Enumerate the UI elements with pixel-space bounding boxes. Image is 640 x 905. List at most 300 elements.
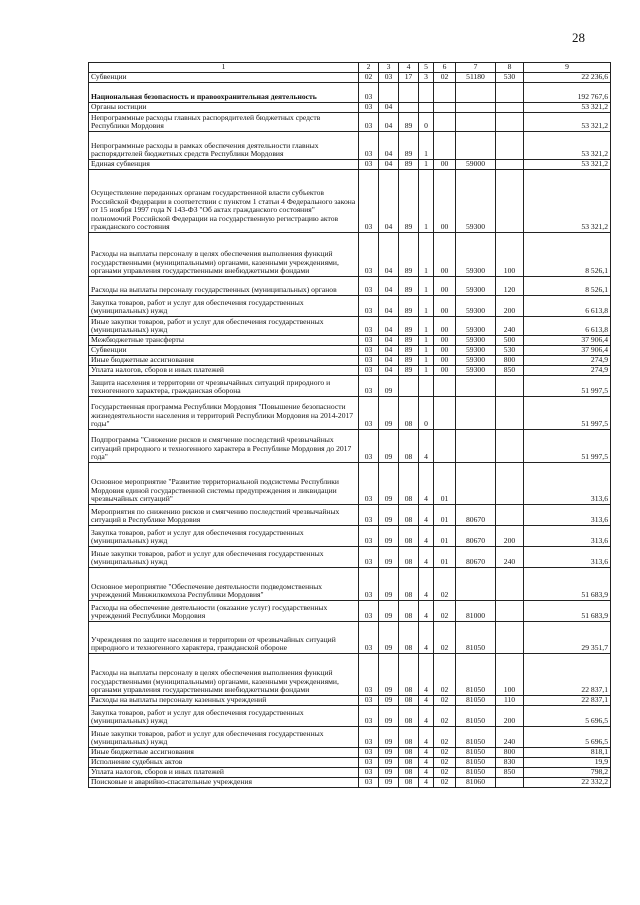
cell-program: 08	[399, 601, 419, 622]
cell-expense-type: 240	[496, 317, 524, 336]
cell-section: 03	[359, 366, 379, 376]
header-cell-subsection: 3	[379, 63, 399, 73]
table-row	[89, 568, 611, 601]
cell-expense-type	[496, 463, 524, 505]
cell-section: 03	[359, 317, 379, 336]
cell-subprogram: 4	[419, 758, 434, 768]
cell-name: Расходы на обеспечение деятельности (оказание услуг) государственных учреждений Республики Мордовия	[89, 601, 359, 622]
cell-section: 03	[359, 336, 379, 346]
cell-section: 03	[359, 160, 379, 170]
cell-subprogram: 4	[419, 601, 434, 622]
cell-name: Единая субвенция	[89, 160, 359, 170]
cell-expense-type	[496, 778, 524, 788]
cell-subsection: 04	[379, 366, 399, 376]
cell-section: 03	[359, 346, 379, 356]
table-row	[89, 622, 611, 654]
cell-amount: 22 837,1	[524, 696, 611, 706]
cell-program: 08	[399, 430, 419, 463]
cell-amount: 313,6	[524, 547, 611, 568]
cell-program: 89	[399, 113, 419, 132]
cell-direction: 80670	[456, 547, 496, 568]
cell-subprogram	[419, 376, 434, 397]
cell-name: Национальная безопасность и правоохранительная деятельность	[89, 83, 359, 103]
cell-event: 02	[434, 654, 456, 696]
cell-section: 03	[359, 103, 379, 113]
cell-expense-type: 100	[496, 233, 524, 277]
cell-amount: 53 321,2	[524, 160, 611, 170]
header-row	[89, 63, 611, 73]
cell-expense-type: 530	[496, 346, 524, 356]
cell-event: 01	[434, 526, 456, 547]
cell-expense-type: 850	[496, 366, 524, 376]
cell-program: 89	[399, 317, 419, 336]
cell-section: 03	[359, 170, 379, 233]
cell-subprogram: 4	[419, 696, 434, 706]
table-row	[89, 547, 611, 568]
cell-program: 08	[399, 696, 419, 706]
table-row	[89, 336, 611, 346]
cell-program: 08	[399, 547, 419, 568]
cell-expense-type	[496, 113, 524, 132]
cell-direction	[456, 376, 496, 397]
cell-direction: 59300	[456, 233, 496, 277]
cell-subsection: 04	[379, 277, 399, 296]
cell-event: 02	[434, 601, 456, 622]
cell-subprogram: 4	[419, 547, 434, 568]
cell-subsection	[379, 83, 399, 103]
table-row	[89, 296, 611, 317]
cell-name: Подпрограмма "Снижение рисков и смягчение последствий чрезвычайных ситуаций природного и техногенного характера в Республике Мордовия до 2017 года"	[89, 430, 359, 463]
table-row	[89, 132, 611, 160]
table-row	[89, 277, 611, 296]
cell-direction: 59300	[456, 296, 496, 317]
cell-subprogram: 1	[419, 233, 434, 277]
cell-amount: 798,2	[524, 768, 611, 778]
cell-subsection: 09	[379, 526, 399, 547]
cell-name: Субвенции	[89, 346, 359, 356]
table-row	[89, 366, 611, 376]
table-row	[89, 170, 611, 233]
cell-event	[434, 397, 456, 430]
cell-name: Закупка товаров, работ и услуг для обеспечения государственных (муниципальных) нужд	[89, 296, 359, 317]
cell-section: 03	[359, 768, 379, 778]
cell-amount: 53 321,2	[524, 113, 611, 132]
cell-program: 08	[399, 568, 419, 601]
table-row	[89, 758, 611, 768]
cell-subsection: 04	[379, 170, 399, 233]
cell-direction: 81050	[456, 727, 496, 748]
cell-subsection: 04	[379, 346, 399, 356]
table-row	[89, 346, 611, 356]
cell-event: 01	[434, 547, 456, 568]
cell-subsection: 09	[379, 568, 399, 601]
cell-event: 02	[434, 778, 456, 788]
cell-subprogram: 0	[419, 113, 434, 132]
cell-event	[434, 103, 456, 113]
cell-program: 89	[399, 366, 419, 376]
cell-direction: 81050	[456, 758, 496, 768]
cell-section: 03	[359, 758, 379, 768]
header-cell-event: 6	[434, 63, 456, 73]
cell-section: 03	[359, 132, 379, 160]
cell-section: 03	[359, 397, 379, 430]
cell-subsection: 04	[379, 296, 399, 317]
cell-direction: 59300	[456, 346, 496, 356]
table-row	[89, 654, 611, 696]
table-row	[89, 233, 611, 277]
cell-section: 03	[359, 778, 379, 788]
cell-subprogram: 4	[419, 727, 434, 748]
cell-direction: 81060	[456, 778, 496, 788]
cell-event: 02	[434, 73, 456, 83]
cell-subprogram	[419, 103, 434, 113]
cell-event	[434, 376, 456, 397]
cell-direction: 81050	[456, 654, 496, 696]
cell-name: Иные закупки товаров, работ и услуг для обеспечения государственных (муниципальных) нужд	[89, 547, 359, 568]
cell-name: Закупка товаров, работ и услуг для обеспечения государственных (муниципальных) нужд	[89, 706, 359, 727]
cell-amount: 192 767,6	[524, 83, 611, 103]
cell-program	[399, 83, 419, 103]
cell-event: 02	[434, 727, 456, 748]
cell-subprogram: 4	[419, 768, 434, 778]
table-row	[89, 526, 611, 547]
header-cell-program: 4	[399, 63, 419, 73]
cell-amount: 51 997,5	[524, 397, 611, 430]
cell-subsection: 04	[379, 356, 399, 366]
cell-subprogram: 3	[419, 73, 434, 83]
cell-subsection: 09	[379, 397, 399, 430]
cell-name: Исполнение судебных актов	[89, 758, 359, 768]
cell-event: 00	[434, 346, 456, 356]
cell-name: Основное мероприятие "Обеспечение деятельности подведомственных учреждений Минжилкомхоза Республики Мордовия"	[89, 568, 359, 601]
cell-expense-type	[496, 83, 524, 103]
cell-event: 00	[434, 160, 456, 170]
header-cell-section: 2	[359, 63, 379, 73]
cell-expense-type: 240	[496, 547, 524, 568]
cell-program: 89	[399, 170, 419, 233]
cell-event: 00	[434, 277, 456, 296]
table-row	[89, 113, 611, 132]
table-row	[89, 727, 611, 748]
cell-subprogram: 1	[419, 277, 434, 296]
cell-section: 03	[359, 547, 379, 568]
header-cell-subprogram: 5	[419, 63, 434, 73]
cell-direction: 59300	[456, 366, 496, 376]
cell-amount: 37 906,4	[524, 336, 611, 346]
table-row	[89, 706, 611, 727]
cell-subsection: 04	[379, 160, 399, 170]
cell-program: 89	[399, 233, 419, 277]
cell-direction: 59300	[456, 336, 496, 346]
cell-direction	[456, 103, 496, 113]
cell-event	[434, 113, 456, 132]
cell-name: Субвенции	[89, 73, 359, 83]
budget-table	[88, 62, 611, 788]
cell-name: Расходы на выплаты персоналу в целях обеспечения выполнения функций государственными (муниципальными) органами, казенными учреждениями, органами управления государственными внебюджетными фондами	[89, 233, 359, 277]
cell-event	[434, 132, 456, 160]
cell-section: 03	[359, 376, 379, 397]
cell-amount: 53 321,2	[524, 170, 611, 233]
cell-program: 89	[399, 277, 419, 296]
table-row	[89, 160, 611, 170]
cell-expense-type	[496, 430, 524, 463]
cell-amount: 29 351,7	[524, 622, 611, 654]
cell-expense-type	[496, 103, 524, 113]
cell-expense-type: 800	[496, 748, 524, 758]
cell-expense-type	[496, 601, 524, 622]
cell-amount: 53 321,2	[524, 103, 611, 113]
cell-event: 00	[434, 356, 456, 366]
cell-subsection: 04	[379, 132, 399, 160]
cell-direction	[456, 83, 496, 103]
cell-section: 03	[359, 296, 379, 317]
cell-amount: 8 526,1	[524, 233, 611, 277]
cell-subsection: 04	[379, 103, 399, 113]
cell-section: 03	[359, 356, 379, 366]
cell-section: 03	[359, 601, 379, 622]
cell-name: Учреждения по защите населения и территории от чрезвычайных ситуаций природного и техногенного характера, гражданской обороне	[89, 622, 359, 654]
cell-name: Уплата налогов, сборов и иных платежей	[89, 366, 359, 376]
cell-direction: 81050	[456, 768, 496, 778]
cell-expense-type: 800	[496, 356, 524, 366]
cell-subsection: 09	[379, 622, 399, 654]
cell-event: 02	[434, 758, 456, 768]
cell-event: 02	[434, 568, 456, 601]
cell-subsection: 09	[379, 758, 399, 768]
cell-program: 89	[399, 132, 419, 160]
table-row	[89, 463, 611, 505]
cell-subsection: 09	[379, 706, 399, 727]
cell-name: Расходы на выплаты персоналу государственных (муниципальных) органов	[89, 277, 359, 296]
cell-amount: 51 683,9	[524, 601, 611, 622]
cell-direction: 59300	[456, 277, 496, 296]
cell-amount: 313,6	[524, 526, 611, 547]
cell-section: 03	[359, 727, 379, 748]
cell-name: Расходы на выплаты персоналу казенных учреждений	[89, 696, 359, 706]
cell-amount: 53 321,2	[524, 132, 611, 160]
cell-program: 08	[399, 622, 419, 654]
cell-direction: 81050	[456, 748, 496, 758]
cell-name: Осуществление переданных органам государственной власти субъектов Российской Федерации в соответствии с пунктом 1 статьи 4 Федерального закона от 15 ноября 1997 года N 143-ФЗ "Об актах гражданского состояния" полномочий Российской Федерации на государственную регистрацию актов гражданского состояния	[89, 170, 359, 233]
cell-subprogram: 4	[419, 748, 434, 758]
cell-program: 08	[399, 727, 419, 748]
cell-subprogram: 1	[419, 356, 434, 366]
cell-event: 00	[434, 296, 456, 317]
cell-program: 89	[399, 356, 419, 366]
cell-amount: 22 236,6	[524, 73, 611, 83]
cell-program: 89	[399, 346, 419, 356]
cell-expense-type	[496, 622, 524, 654]
cell-event: 02	[434, 706, 456, 727]
cell-program: 08	[399, 706, 419, 727]
cell-direction: 59300	[456, 170, 496, 233]
cell-amount: 51 997,5	[524, 376, 611, 397]
cell-event: 00	[434, 336, 456, 346]
cell-subsection: 09	[379, 601, 399, 622]
cell-subprogram: 1	[419, 346, 434, 356]
cell-subsection: 04	[379, 113, 399, 132]
cell-expense-type: 850	[496, 768, 524, 778]
cell-event: 00	[434, 170, 456, 233]
cell-expense-type	[496, 170, 524, 233]
cell-subprogram: 4	[419, 430, 434, 463]
cell-subsection: 09	[379, 778, 399, 788]
cell-program: 89	[399, 296, 419, 317]
cell-subprogram: 1	[419, 170, 434, 233]
cell-amount: 313,6	[524, 505, 611, 526]
cell-subprogram: 4	[419, 778, 434, 788]
cell-direction	[456, 113, 496, 132]
cell-amount: 313,6	[524, 463, 611, 505]
cell-name: Поисковые и аварийно-спасательные учреждения	[89, 778, 359, 788]
cell-amount: 818,1	[524, 748, 611, 758]
cell-name: Государственная программа Республики Мордовия "Повышение безопасности жизнедеятельности населения и территорий Республики Мордовия на 2014-2017 годы"	[89, 397, 359, 430]
cell-direction: 81050	[456, 622, 496, 654]
header-cell-expense-type: 8	[496, 63, 524, 73]
cell-subprogram: 4	[419, 706, 434, 727]
table-row	[89, 397, 611, 430]
cell-event	[434, 83, 456, 103]
cell-section: 03	[359, 526, 379, 547]
cell-subprogram	[419, 83, 434, 103]
cell-direction	[456, 463, 496, 505]
table-row	[89, 601, 611, 622]
cell-subprogram: 4	[419, 526, 434, 547]
cell-direction	[456, 397, 496, 430]
cell-amount: 274,9	[524, 356, 611, 366]
cell-section: 03	[359, 233, 379, 277]
page-number: 28	[572, 30, 585, 45]
cell-program	[399, 103, 419, 113]
cell-expense-type	[496, 397, 524, 430]
table-row	[89, 430, 611, 463]
cell-event: 02	[434, 748, 456, 758]
cell-amount: 5 696,5	[524, 727, 611, 748]
budget-table-container	[88, 62, 610, 788]
cell-program: 89	[399, 336, 419, 346]
cell-amount: 37 906,4	[524, 346, 611, 356]
cell-section: 03	[359, 568, 379, 601]
cell-section: 02	[359, 73, 379, 83]
cell-event: 00	[434, 317, 456, 336]
cell-amount: 51 997,5	[524, 430, 611, 463]
cell-name: Иные закупки товаров, работ и услуг для обеспечения государственных (муниципальных) нужд	[89, 727, 359, 748]
cell-program: 08	[399, 768, 419, 778]
cell-section: 03	[359, 430, 379, 463]
cell-name: Уплата налогов, сборов и иных платежей	[89, 768, 359, 778]
cell-subsection: 09	[379, 696, 399, 706]
cell-subsection: 09	[379, 505, 399, 526]
cell-section: 03	[359, 622, 379, 654]
table-row	[89, 103, 611, 113]
cell-amount: 274,9	[524, 366, 611, 376]
cell-subprogram: 1	[419, 336, 434, 346]
cell-subprogram: 1	[419, 160, 434, 170]
cell-event: 01	[434, 505, 456, 526]
cell-expense-type: 110	[496, 696, 524, 706]
cell-event: 01	[434, 463, 456, 505]
cell-amount: 6 613,8	[524, 296, 611, 317]
table-row	[89, 73, 611, 83]
cell-section: 03	[359, 83, 379, 103]
cell-program: 08	[399, 526, 419, 547]
cell-subsection: 09	[379, 654, 399, 696]
cell-subprogram: 4	[419, 622, 434, 654]
cell-subprogram: 0	[419, 397, 434, 430]
cell-name: Непрограммные расходы в рамках обеспечения деятельности главных распорядителей бюджетных средств Республики Мордовия	[89, 132, 359, 160]
table-row	[89, 317, 611, 336]
header-cell-name: 1	[89, 63, 359, 73]
cell-expense-type: 100	[496, 654, 524, 696]
cell-subprogram: 4	[419, 505, 434, 526]
cell-amount: 5 696,5	[524, 706, 611, 727]
table-row	[89, 778, 611, 788]
cell-name: Закупка товаров, работ и услуг для обеспечения государственных (муниципальных) нужд	[89, 526, 359, 547]
header-cell-amount: 9	[524, 63, 611, 73]
cell-direction: 81000	[456, 601, 496, 622]
cell-direction: 81050	[456, 706, 496, 727]
cell-amount: 6 613,8	[524, 317, 611, 336]
cell-expense-type	[496, 376, 524, 397]
cell-direction: 81050	[456, 696, 496, 706]
cell-amount: 8 526,1	[524, 277, 611, 296]
cell-subprogram: 4	[419, 654, 434, 696]
cell-program: 17	[399, 73, 419, 83]
cell-expense-type: 500	[496, 336, 524, 346]
cell-section: 03	[359, 113, 379, 132]
cell-program: 08	[399, 654, 419, 696]
cell-name: Защита населения и территории от чрезвычайных ситуаций природного и техногенного характера, гражданская оборона	[89, 376, 359, 397]
table-row	[89, 768, 611, 778]
cell-subprogram: 1	[419, 132, 434, 160]
cell-name: Непрограммные расходы главных распорядителей бюджетных средств Республики Мордовия	[89, 113, 359, 132]
cell-name: Расходы на выплаты персоналу в целях обеспечения выполнения функций государственными (муниципальными) органами, казенными учреждениями, органами управления государственными внебюджетными фондами	[89, 654, 359, 696]
cell-direction	[456, 568, 496, 601]
cell-expense-type: 830	[496, 758, 524, 768]
cell-subsection: 04	[379, 336, 399, 346]
table-row	[89, 376, 611, 397]
cell-name: Иные закупки товаров, работ и услуг для обеспечения государственных (муниципальных) нужд	[89, 317, 359, 336]
cell-direction: 59300	[456, 317, 496, 336]
cell-subsection: 04	[379, 317, 399, 336]
cell-amount: 22 837,1	[524, 654, 611, 696]
table-row	[89, 83, 611, 103]
cell-direction: 51180	[456, 73, 496, 83]
cell-event: 00	[434, 366, 456, 376]
cell-program: 89	[399, 160, 419, 170]
cell-event: 00	[434, 233, 456, 277]
cell-direction: 80670	[456, 526, 496, 547]
cell-direction: 80670	[456, 505, 496, 526]
cell-subprogram: 1	[419, 296, 434, 317]
cell-program: 08	[399, 758, 419, 768]
cell-amount: 22 332,2	[524, 778, 611, 788]
cell-subsection: 09	[379, 463, 399, 505]
cell-subsection: 04	[379, 233, 399, 277]
cell-name: Мероприятия по снижению рисков и смягчению последствий чрезвычайных ситуаций в Республике Мордовия	[89, 505, 359, 526]
table-row	[89, 356, 611, 366]
cell-expense-type: 200	[496, 706, 524, 727]
cell-subsection: 09	[379, 376, 399, 397]
cell-expense-type: 120	[496, 277, 524, 296]
cell-name: Основное мероприятие "Развитие территориальной подсистемы Республики Мордовия единой государственной системы предупреждения и ликвидации чрезвычайных ситуаций"	[89, 463, 359, 505]
cell-program: 08	[399, 748, 419, 758]
cell-event: 02	[434, 622, 456, 654]
cell-expense-type	[496, 505, 524, 526]
cell-name: Иные бюджетные ассигнования	[89, 748, 359, 758]
cell-section: 03	[359, 706, 379, 727]
cell-name: Иные бюджетные ассигнования	[89, 356, 359, 366]
